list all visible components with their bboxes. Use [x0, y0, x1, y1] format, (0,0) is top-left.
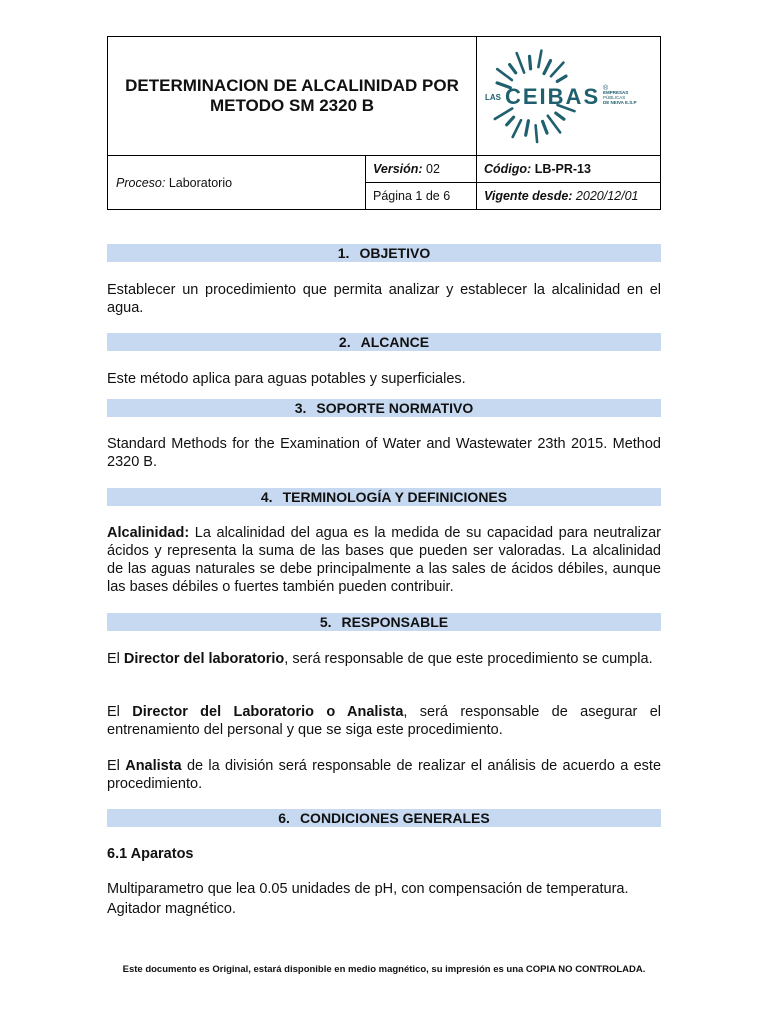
- section-heading-soporte: [107, 399, 661, 417]
- section-number: 3.: [294, 400, 307, 416]
- aparatos-line-1: Multiparametro que lea 0.05 unidades de pH, con compensación de temperatura.: [107, 881, 629, 897]
- proceso-cell: [116, 156, 364, 209]
- text-run: El: [107, 651, 124, 667]
- section-heading-alcance: [107, 333, 661, 351]
- section-title: TERMINOLOGÍA Y DEFINICIONES: [282, 489, 508, 505]
- alcance-paragraph: Este método aplica para aguas potables y superficiales.: [107, 371, 466, 387]
- responsable-paragraph-2: [107, 703, 661, 739]
- logo-tagline-1: EMPRESAS: [603, 90, 629, 95]
- version-cell: [373, 156, 475, 182]
- objetivo-paragraph: Establecer un procedimiento que permita analizar y establecer la alcalinidad en el agua.: [107, 282, 661, 316]
- company-logo: [477, 39, 661, 154]
- document-footer: Este documento es Original, estará disponible en medio magnético, su impresión es una COPIA NO CONTROLADA.: [122, 964, 646, 975]
- section-number: 6.: [278, 810, 290, 826]
- text-run: , será responsable de que este procedimiento se cumpla.: [284, 651, 653, 667]
- responsable-paragraph-3: [107, 757, 661, 793]
- section-title: RESPONSABLE: [341, 614, 449, 630]
- definicion-term: Alcalinidad:: [107, 525, 190, 541]
- version-label: Versión:: [373, 162, 423, 176]
- logo-tagline-3: DE NEIVA E.S.P: [603, 100, 637, 105]
- role-name: Analista: [125, 758, 182, 774]
- section-number: 2.: [338, 334, 351, 350]
- section-heading-objetivo: [107, 244, 661, 262]
- logo-tagline-2: PÚBLICAS: [603, 95, 626, 100]
- responsable-paragraph-1: [107, 650, 661, 668]
- definicion-text: La alcalinidad del agua es la medida de su capacidad para neutralizar ácidos y representa la suma de las bases que pueden ser valoradas. La alcalinidad de las aguas naturales se debe principalmente a las sales de ácidos débiles, aunque las bases débiles o fuertes también pueden contribuir.: [107, 525, 661, 595]
- logo-text-big: CEIBAS: [505, 84, 601, 109]
- document-title: [108, 37, 476, 155]
- codigo-cell: [484, 156, 660, 182]
- text-run: El: [107, 704, 133, 720]
- soporte-paragraph: Standard Methods for the Examination of Water and Wastewater 23th 2015. Method 2320 B.: [107, 436, 661, 470]
- role-name: Director del Laboratorio o Analista: [132, 704, 404, 720]
- logo-text-small: LAS: [485, 93, 501, 102]
- vigente-label: Vigente desde:: [484, 189, 573, 203]
- text-run: El: [107, 758, 126, 774]
- text-run: de la división será responsable de realizar el análisis de acuerdo a este procedimiento.: [107, 758, 662, 792]
- section-title: CONDICIONES GENERALES: [299, 810, 490, 826]
- vigente-value: 2020/12/01: [572, 189, 639, 203]
- title-line-2: METODO SM 2320 B: [209, 96, 375, 115]
- proceso-value: Laboratorio: [165, 175, 233, 190]
- proceso-label: Proceso:: [116, 175, 166, 190]
- section-heading-responsable: [107, 613, 661, 631]
- subsection-aparatos: 6.1 Aparatos: [107, 846, 194, 862]
- page-number: Página 1 de 6: [373, 189, 451, 203]
- section-number: 4.: [260, 489, 273, 505]
- vigente-cell: [484, 183, 660, 209]
- section-heading-terminologia: [107, 488, 661, 506]
- section-number: 1.: [337, 245, 350, 261]
- section-title: ALCANCE: [360, 334, 430, 350]
- section-title: SOPORTE NORMATIVO: [316, 400, 474, 416]
- codigo-value: LB-PR-13: [531, 162, 591, 176]
- version-value: 02: [422, 162, 440, 176]
- role-name: Director del laboratorio: [123, 651, 285, 667]
- title-line-1: DETERMINACION DE ALCALINIDAD POR: [125, 76, 459, 95]
- document-header-table: [107, 36, 661, 210]
- ceibas-logo-icon: [477, 39, 661, 154]
- registered-mark-icon: ®: [603, 85, 609, 92]
- section-title: OBJETIVO: [359, 245, 431, 261]
- definicion-paragraph: [107, 524, 661, 596]
- text-run: , será responsable de asegurar el entrenamiento del personal y que se siga este procedimiento.: [107, 704, 661, 738]
- section-heading-condiciones: [107, 809, 661, 827]
- aparatos-line-2: Agitador magnético.: [107, 901, 236, 917]
- section-number: 5.: [319, 614, 332, 630]
- pagina-cell: [373, 183, 475, 209]
- codigo-label: Código:: [484, 162, 532, 176]
